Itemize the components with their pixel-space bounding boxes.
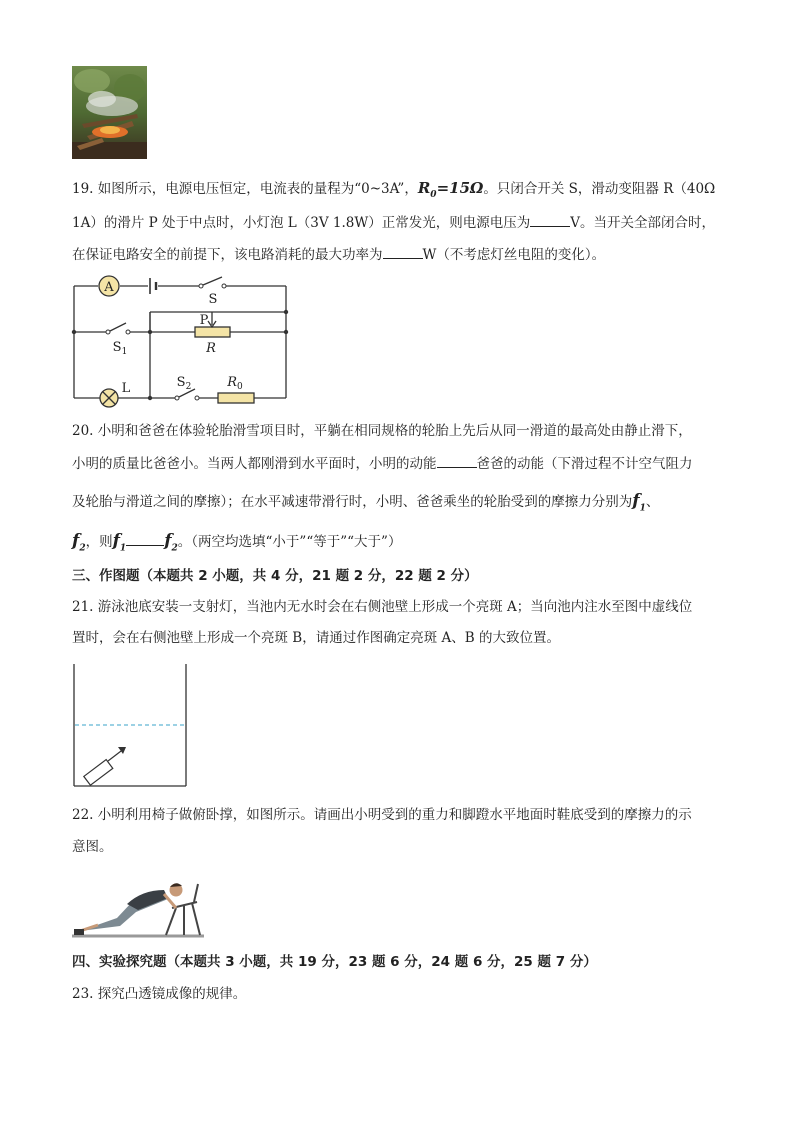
switch-s-icon <box>199 277 226 307</box>
battery-icon <box>150 278 156 294</box>
q20-line2: 小明的质量比爸爸小。当两人都刚滑到水平面时，小明的动能 爸爸的动能（下滑过程不计空气阻力 <box>72 453 693 474</box>
answer-blank-kinetic[interactable] <box>437 453 477 468</box>
pushup-illustration <box>72 868 207 940</box>
lamp-icon <box>100 381 131 407</box>
svg-text:L: L <box>121 381 131 396</box>
section-3-heading: 三、作图题（本题共 2 小题，共 4 分，21 题 2 分，22 题 2 分） <box>72 568 478 584</box>
answer-blank-friction[interactable] <box>126 531 164 546</box>
svg-text:A: A <box>104 280 114 295</box>
svg-text:S1: $S_1$ <box>112 340 128 357</box>
q23-line: 23. 探究凸透镜成像的规律。 <box>72 986 247 1002</box>
resistor-r0-icon <box>218 375 254 403</box>
answer-blank-power[interactable] <box>383 244 423 259</box>
spotlight-icon <box>84 747 126 785</box>
svg-text:S: S <box>208 292 218 307</box>
ammeter-icon <box>99 276 119 296</box>
q19-line1: 19. 如图所示，电源电压恒定，电流表的量程为“0~3A”，$R_0=15\Omega$。只闭合开关 S，滑动变阻器 R（40Ω <box>72 179 716 200</box>
pool-diagram <box>70 662 195 790</box>
svg-text:P: P <box>199 313 209 328</box>
q19-line3: 在保证电路安全的前提下，该电路消耗的最大功率为 W（不考虑灯丝电阻的变化）。 <box>72 244 605 265</box>
q20-line3: 及轮胎与滑道之间的摩擦）；在水平减速带滑行时，小明、爸爸乘坐的轮胎受到的摩擦力分别为$f_1$、 <box>72 491 660 514</box>
r0-symbol: $R_0=15\Omega$ <box>417 179 484 200</box>
q19-line2: 1A）的滑片 P 处于中点时，小灯泡 L（3V 1.8W）正常发光，则电源电压为 V。当开关全部闭合时， <box>72 212 715 233</box>
q21-line1: 21. 游泳池底安装一支射灯，当池内无水时会在右侧池壁上形成一个亮斑 A；当向池内注水至图中虚线位 <box>72 599 693 615</box>
q21-line2: 置时，会在右侧池壁上形成一个亮斑 B，请通过作图确定亮斑 A、B 的大致位置。 <box>72 630 560 646</box>
q22-line2: 意图。 <box>72 839 113 855</box>
q20-line4: $f_2$，则$f_1$ $f_2$。（两空均选填“小于”“等于”“大于”） <box>72 531 402 554</box>
section-4-heading: 四、实验探究题（本题共 3 小题，共 19 分，23 题 6 分，24 题 6 分，25 题 7 分） <box>72 954 597 970</box>
q20-line1: 20. 小明和爸爸在体验轮胎滑雪项目时，平躺在相同规格的轮胎上先后从同一滑道的最高处由静止滑下， <box>72 423 692 439</box>
svg-text:R0: $R_0$ <box>227 375 243 392</box>
switch-s1-icon <box>106 323 130 357</box>
q22-line1: 22. 小明利用椅子做俯卧撑，如图所示。请画出小明受到的重力和脚蹬水平地面时鞋底受到的摩擦力的示 <box>72 807 692 823</box>
svg-text:S2: $S_2$ <box>176 375 192 392</box>
switch-s2-icon <box>175 375 199 400</box>
circuit-diagram <box>70 272 295 412</box>
person-icon <box>74 883 183 935</box>
rheostat-icon <box>195 312 230 356</box>
campfire-photo <box>72 66 147 159</box>
svg-text:R: R <box>206 341 216 356</box>
answer-blank-voltage[interactable] <box>530 212 570 227</box>
